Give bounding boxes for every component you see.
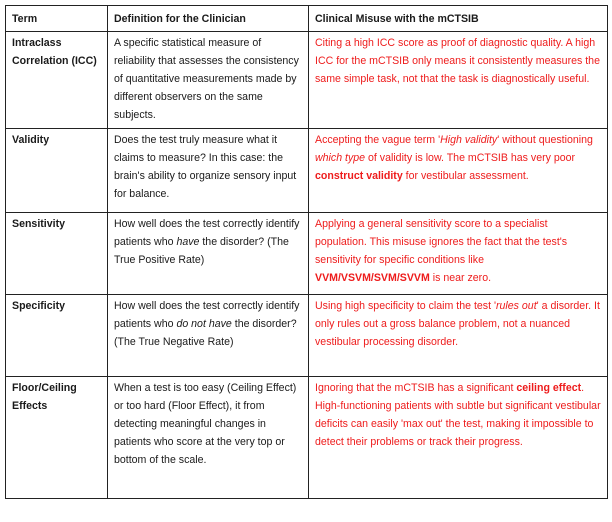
definition-text: the disorder? (The True Positive Rate) <box>114 236 289 266</box>
definition-cell <box>108 295 309 377</box>
misuse-text: . High-functioning patients with subtle but significant vestibular deficits can easily 'max out' the test, making it impossible to detect their problems or track their progress. <box>315 382 601 448</box>
misuse-text: Applying a general sensitivity score to a specialist population. This misuse ignores the fact that the test's sensitivity for specific conditions like <box>315 218 568 266</box>
definition-emphasis: have <box>176 236 200 248</box>
terms-table <box>5 5 608 499</box>
misuse-text: is near zero. <box>429 272 492 284</box>
definition-text: How well does the test correctly identify patients who <box>114 218 300 248</box>
term-cell: Validity <box>6 129 108 213</box>
term-cell: Floor/Ceiling Effects <box>6 377 108 499</box>
header-row <box>6 6 608 32</box>
definition-cell <box>108 213 309 295</box>
misuse-strong: ceiling effect <box>516 382 582 394</box>
misuse-cell <box>309 32 608 129</box>
definition-cell <box>108 129 309 213</box>
definition-text: How well does the test correctly identify patients who <box>114 300 300 330</box>
term-cell: Intraclass Correlation (ICC) <box>6 32 108 129</box>
table-row-floor-ceiling <box>6 377 608 499</box>
misuse-cell <box>309 129 608 213</box>
misuse-emphasis: rules out <box>496 300 537 312</box>
header-misuse: Clinical Misuse with the mCTSIB <box>309 6 608 32</box>
misuse-text: Ignoring that the mCTSIB has a significant <box>315 382 517 394</box>
misuse-emphasis: which type <box>315 152 366 164</box>
misuse-text: ' without questioning <box>497 134 593 146</box>
misuse-strong: construct validity <box>315 170 403 182</box>
term-cell: Specificity <box>6 295 108 377</box>
misuse-cell <box>309 377 608 499</box>
definition-text: Does the test truly measure what it claims to measure? In this case: the brain's ability to organize sensory input for balance. <box>114 134 297 200</box>
header-term: Term <box>6 6 108 32</box>
definition-text: A specific statistical measure of reliability that assesses the consistency of quantitative measurements made by different observers on the same subjects. <box>114 37 299 121</box>
term-cell: Sensitivity <box>6 213 108 295</box>
table-row-icc <box>6 32 608 129</box>
misuse-text: of validity is low. The mCTSIB has very poor <box>365 152 576 164</box>
definition-text: the disorder? (The True Negative Rate) <box>114 318 297 348</box>
misuse-cell <box>309 295 608 377</box>
misuse-text: for vestibular assessment. <box>402 170 529 182</box>
definition-cell <box>108 32 309 129</box>
header-definition: Definition for the Clinician <box>108 6 309 32</box>
table-row-validity <box>6 129 608 213</box>
misuse-cell <box>309 213 608 295</box>
definition-text: When a test is too easy (Ceiling Effect) or too hard (Floor Effect), it from detecting meaningful changes in patients who score at the very top or bottom of the scale. <box>114 382 297 466</box>
misuse-text: Using high specificity to claim the test ' <box>315 300 497 312</box>
definition-cell <box>108 377 309 499</box>
misuse-strong: VVM/VSVM/SVM/SVVM <box>315 272 430 284</box>
misuse-text: Accepting the vague term ' <box>315 134 441 146</box>
misuse-text: Citing a high ICC score as proof of diagnostic quality. A high ICC for the mCTSIB only means it consistently measures the same simple task, not that the task is diagnostically useful. <box>315 37 600 85</box>
misuse-text: ' a disorder. It only rules out a gross balance problem, not a nuanced vestibular processing disorder. <box>315 300 600 348</box>
misuse-emphasis: High validity <box>440 134 498 146</box>
definition-emphasis: do not have <box>176 318 232 330</box>
table-row-sensitivity <box>6 213 608 295</box>
table-row-specificity <box>6 295 608 377</box>
